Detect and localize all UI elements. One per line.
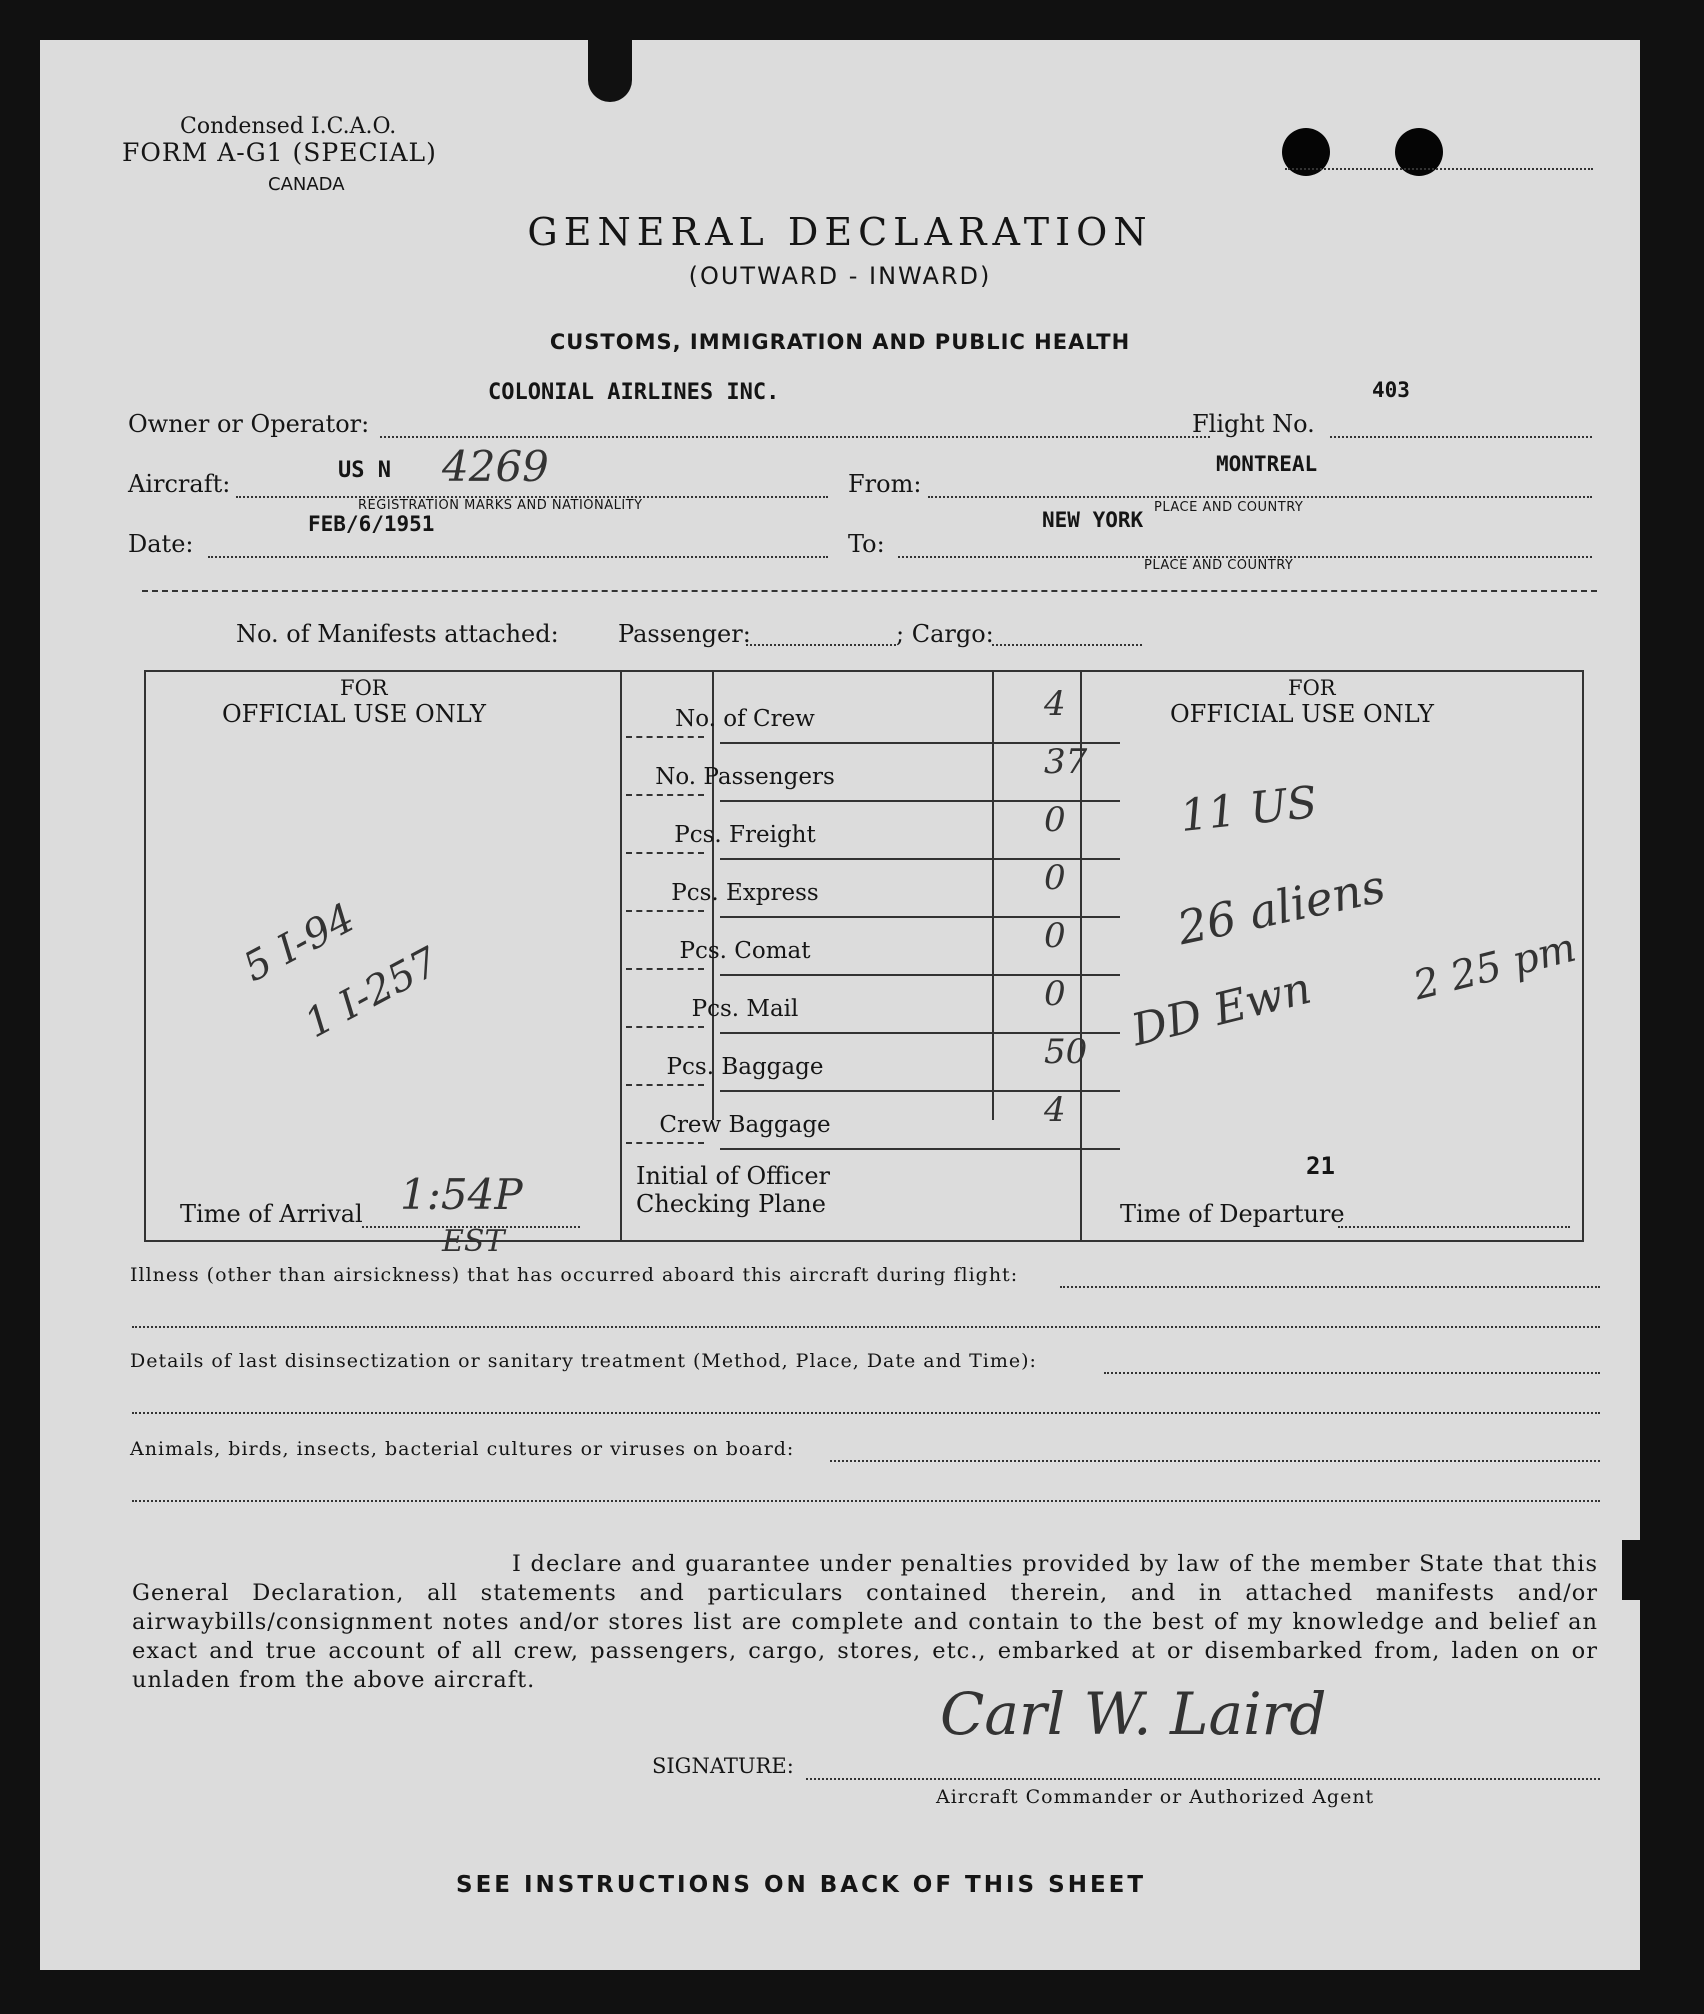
from-dotted-line — [928, 496, 1592, 498]
date-label: Date: — [128, 530, 194, 558]
right-note-4: 2 25 pm — [1408, 924, 1581, 1010]
left-for-label: FOR — [340, 676, 388, 700]
left-note-1: 5 I-94 — [236, 894, 363, 992]
from-label: From: — [848, 470, 922, 498]
cargo-row-value: 0 — [1044, 858, 1066, 898]
page-title: GENERAL DECLARATION — [527, 210, 1153, 254]
to-value: NEW YORK — [1042, 508, 1144, 532]
owner-dotted-line — [380, 436, 1210, 438]
cargo-row-value: 50 — [1044, 1032, 1088, 1072]
from-value: MONTREAL — [1216, 452, 1318, 476]
separator-line — [142, 590, 1597, 592]
passenger-label: Passenger: — [618, 620, 751, 648]
date-dotted-line — [208, 556, 828, 558]
form-line-1: Condensed I.C.A.O. — [180, 114, 397, 139]
declaration-form — [40, 40, 1640, 1970]
signature-caption: Aircraft Commander or Authorized Agent — [936, 1786, 1375, 1808]
owner-value: COLONIAL AIRLINES INC. — [488, 380, 780, 405]
passenger-dotted-line — [746, 644, 896, 646]
agencies-heading: CUSTOMS, IMMIGRATION AND PUBLIC HEALTH — [549, 330, 1131, 354]
right-edge-damage — [1622, 1540, 1640, 1600]
aircraft-number: 4269 — [442, 442, 549, 491]
aircraft-label: Aircraft: — [128, 470, 231, 498]
disinsection-question: Details of last disinsectization or sanitary treatment (Method, Place, Date and Time): — [130, 1350, 1037, 1372]
disinsection-dotted-line-2 — [132, 1412, 1600, 1414]
officer-label-2: Checking Plane — [636, 1190, 826, 1218]
arrival-tz: EST — [442, 1224, 505, 1259]
value-divider — [992, 670, 994, 1120]
official-row-dash — [626, 736, 704, 738]
officer-label-1: Initial of Officer — [636, 1162, 831, 1190]
cargo-row-label: Pcs. Express — [671, 880, 819, 906]
animals-dotted-line-1 — [830, 1460, 1600, 1462]
departure-label: Time of Departure — [1120, 1200, 1345, 1228]
right-for-label: FOR — [1288, 676, 1336, 700]
right-official-label: OFFICIAL USE ONLY — [1170, 700, 1434, 728]
from-caption: PLACE AND COUNTRY — [1154, 500, 1304, 515]
cargo-row-value: 37 — [1044, 742, 1088, 782]
cargo-row-label: No. of Crew — [675, 706, 815, 732]
arrival-label: Time of Arrival — [180, 1200, 363, 1228]
departure-dotted-line — [1338, 1226, 1570, 1228]
illness-question: Illness (other than airsickness) that has occurred aboard this aircraft during flight: — [130, 1264, 1019, 1286]
departure-number: 21 — [1306, 1152, 1335, 1180]
owner-label: Owner or Operator: — [128, 410, 370, 438]
left-official-label: OFFICIAL USE ONLY — [222, 700, 486, 728]
official-row-dash — [626, 794, 704, 796]
cargo-row-value: 4 — [1044, 684, 1066, 724]
official-row-dash — [626, 968, 704, 970]
cargo-row-label: No. Passengers — [655, 764, 835, 790]
aircraft-caption: REGISTRATION MARKS AND NATIONALITY — [358, 498, 643, 513]
right-note-1: 11 US — [1177, 776, 1320, 843]
cargo-label: ; Cargo: — [896, 620, 994, 648]
official-row-dash — [626, 910, 704, 912]
form-line-2: FORM A-G1 (SPECIAL) — [122, 138, 437, 167]
cargo-row-label: Pcs. Freight — [674, 822, 816, 848]
illness-dotted-line-1 — [1060, 1286, 1600, 1288]
form-country: CANADA — [268, 174, 345, 195]
flight-dotted-line — [1330, 436, 1592, 438]
flight-value: 403 — [1372, 378, 1410, 402]
cargo-row-value: 0 — [1044, 800, 1066, 840]
page-subtitle: (OUTWARD - INWARD) — [688, 262, 992, 290]
cargo-row-value: 0 — [1044, 916, 1066, 956]
aircraft-prefix: US N — [338, 458, 391, 483]
official-row-dash — [626, 1084, 704, 1086]
flight-label: Flight No. — [1192, 410, 1315, 438]
illness-dotted-line-2 — [132, 1326, 1600, 1328]
cargo-row-rule — [720, 1148, 1120, 1150]
right-note-2: 26 aliens — [1172, 858, 1390, 956]
official-row-dash — [626, 1142, 704, 1144]
to-caption: PLACE AND COUNTRY — [1144, 558, 1294, 573]
right-note-3: DD Ewn — [1126, 962, 1317, 1057]
arrival-value: 1:54P — [400, 1170, 523, 1219]
to-label: To: — [848, 530, 885, 558]
signature-value: Carl W. Laird — [940, 1680, 1327, 1748]
signature-label: SIGNATURE: — [652, 1754, 794, 1778]
disinsection-dotted-line-1 — [1104, 1372, 1600, 1374]
cargo-row-value: 4 — [1044, 1090, 1066, 1130]
animals-question: Animals, birds, insects, bacterial cultures or viruses on board: — [130, 1438, 795, 1460]
animals-dotted-line-2 — [132, 1500, 1600, 1502]
declaration-text: I declare and guarantee under penalties provided by law of the member State that this General Declaration, all statements and particulars contained therein, and in attached manifests and/or airwaybills/consignment notes and/or stores list are complete and contain to the best of my knowledge and belief an exact and true account of all crew, passengers, cargo, stores, etc., embarked at or disembarked from, laden on or unladen from the above aircraft. — [132, 1551, 1598, 1693]
cargo-row-label: Crew Baggage — [659, 1112, 831, 1138]
manifests-label: No. of Manifests attached: — [236, 620, 559, 648]
cargo-row-label: Pcs. Comat — [679, 938, 811, 964]
date-value: FEB/6/1951 — [308, 512, 435, 536]
cargo-row-value: 0 — [1044, 974, 1066, 1014]
cargo-row-label: Pcs. Baggage — [666, 1054, 824, 1080]
instructions-footer: SEE INSTRUCTIONS ON BACK OF THIS SHEET — [456, 1872, 1147, 1898]
cargo-row-label: Pcs. Mail — [691, 996, 799, 1022]
cargo-dotted-line — [992, 644, 1142, 646]
top-right-dotted-line — [1285, 168, 1593, 170]
signature-dotted-line — [806, 1778, 1600, 1780]
left-note-2: 1 I-257 — [297, 938, 447, 1048]
official-row-dash — [626, 1026, 704, 1028]
torn-edge — [588, 40, 632, 102]
official-row-dash — [626, 852, 704, 854]
